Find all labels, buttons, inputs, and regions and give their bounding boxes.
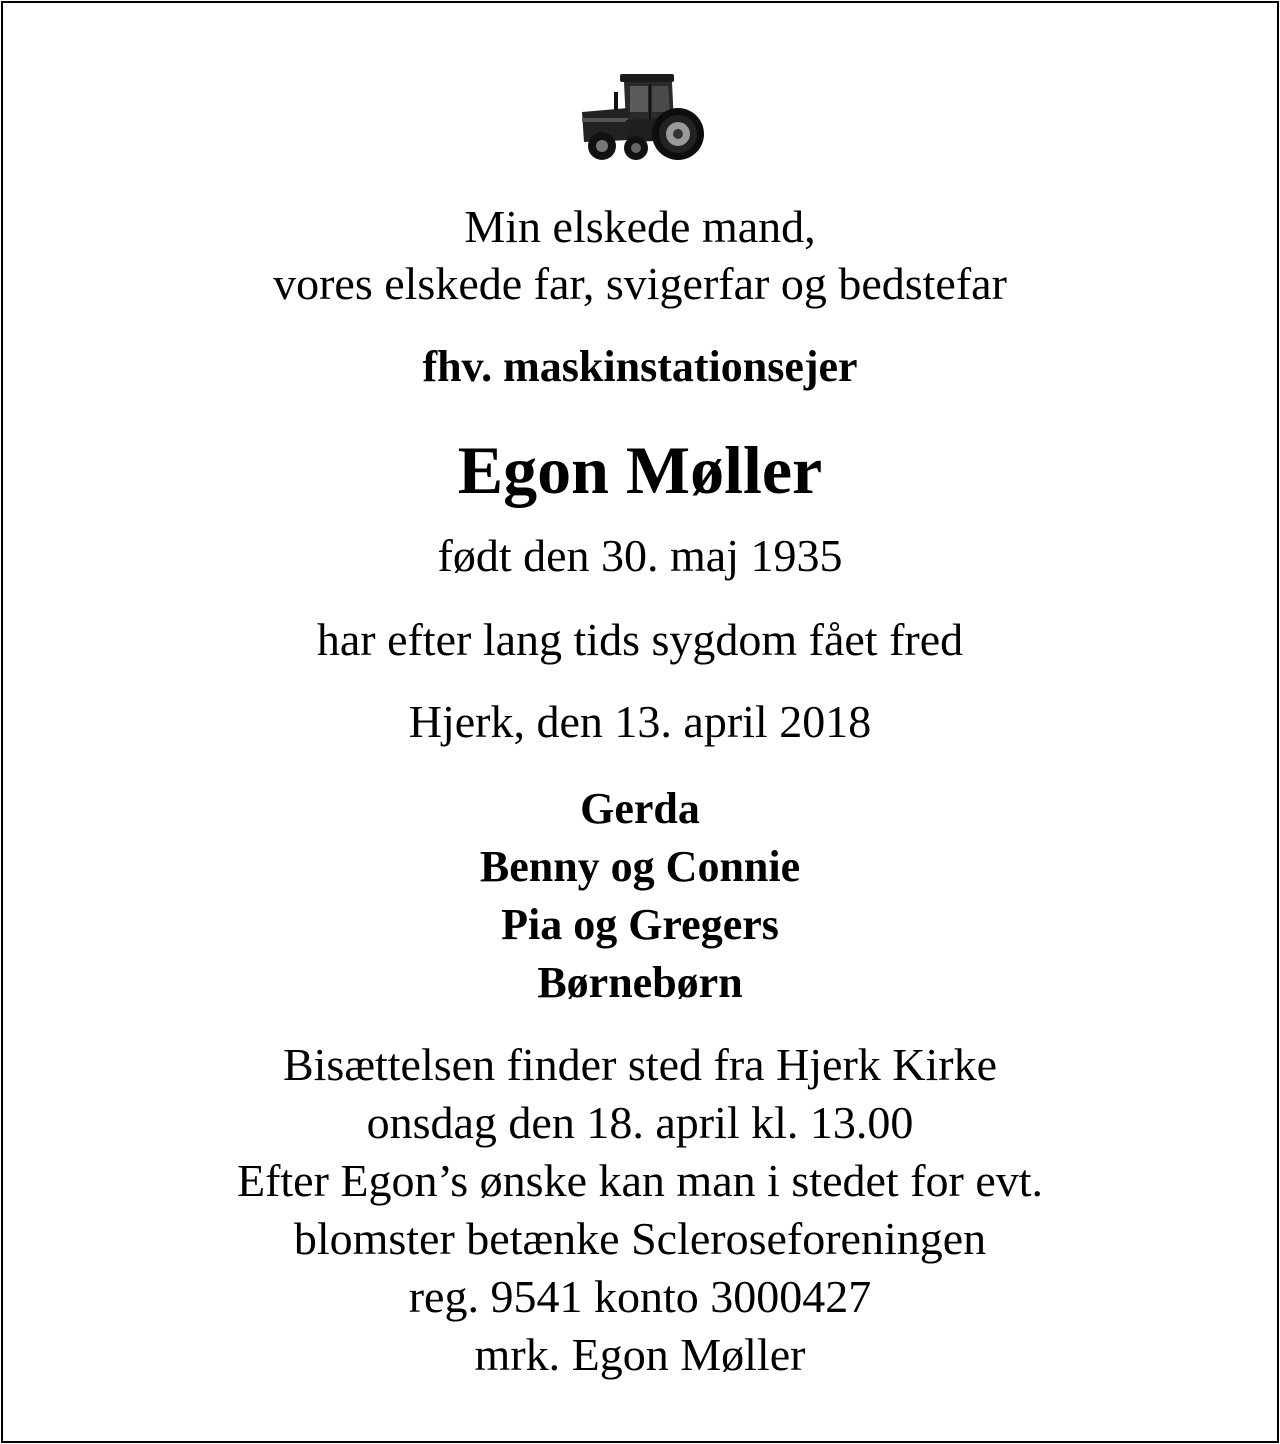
intro-text bbox=[0, 198, 1280, 312]
service-line: Efter Egon’s ønske kan man i stedet for evt. bbox=[236, 1155, 1044, 1206]
passing-text: har efter lang tids sygdom fået fred bbox=[316, 614, 964, 665]
deceased-name: Egon Møller bbox=[457, 432, 823, 508]
family-member: Børnebørn bbox=[537, 958, 743, 1007]
service-line: Bisættelsen finder sted fra Hjerk Kirke bbox=[282, 1039, 998, 1090]
birth-date: født den 30. maj 1935 bbox=[437, 530, 843, 581]
family-member: Gerda bbox=[580, 784, 700, 833]
funeral-details bbox=[0, 1036, 1280, 1384]
family-list bbox=[0, 780, 1280, 1012]
service-line: blomster betænke Scleroseforeningen bbox=[293, 1213, 987, 1264]
place-and-date: Hjerk, den 13. april 2018 bbox=[408, 696, 872, 747]
intro-line: Min elskede mand, bbox=[464, 201, 816, 252]
service-line: mrk. Egon Møller bbox=[474, 1329, 806, 1380]
occupation-title: fhv. maskinstationsejer bbox=[422, 342, 858, 391]
intro-line: vores elskede far, svigerfar og bedstefar bbox=[273, 258, 1007, 309]
service-line: reg. 9541 konto 3000427 bbox=[408, 1271, 872, 1322]
family-member: Pia og Gregers bbox=[501, 900, 779, 949]
tractor-icon bbox=[574, 68, 710, 164]
family-member: Benny og Connie bbox=[479, 842, 801, 891]
service-line: onsdag den 18. april kl. 13.00 bbox=[366, 1097, 914, 1148]
